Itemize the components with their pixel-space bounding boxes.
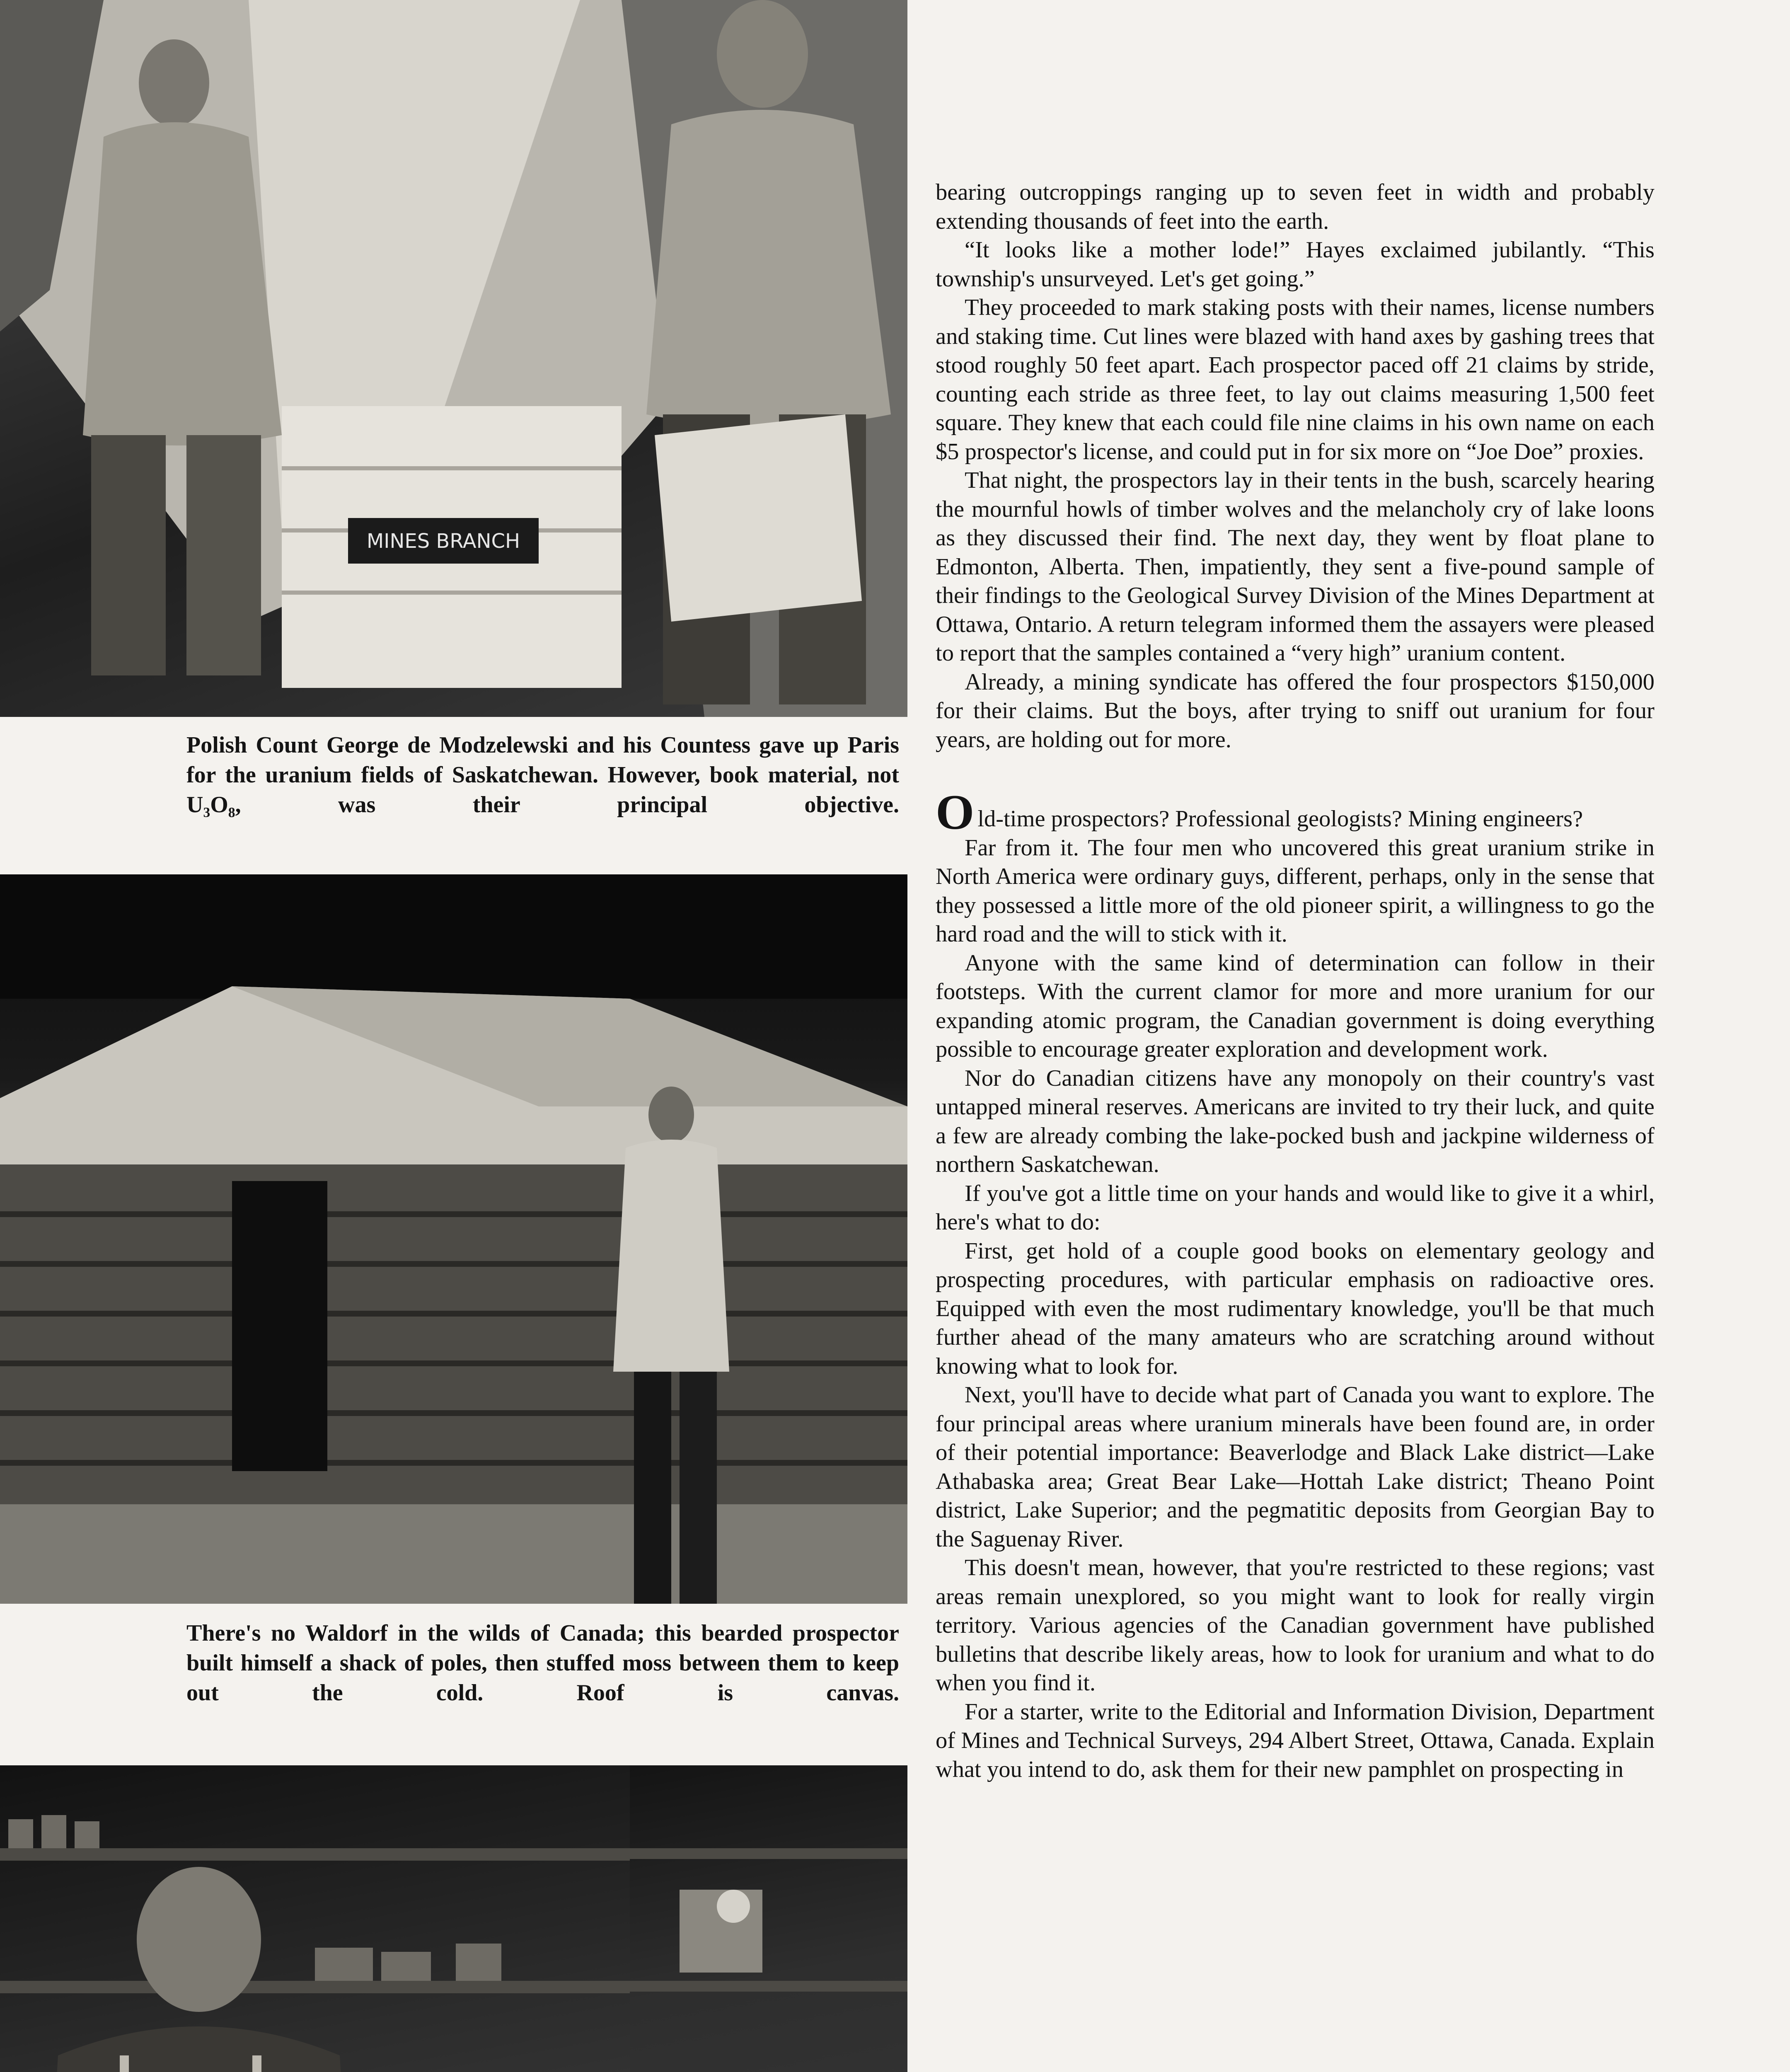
article-paragraph: Far from it. The four men who uncovered this great uranium strike in North America were ordinary guys, different, perhaps, only in the sense that they possessed a little more of the old pioneer spirit, a willingness to go the hard road and the will to stick with it. [936, 835, 1655, 947]
photo-count-and-countess-art [0, 0, 907, 717]
section-break [936, 754, 1655, 796]
article-paragraph: If you've got a little time on your hands and would like to give it a whirl, here's what to do: [936, 1180, 1655, 1235]
article-paragraph: Nor do Canadian citizens have any monopoly on their country's vast untapped mineral reserves. Americans are invited to try their luck, and quite a few are already combing the lake-pocked bush and jackpine wilderness of northern Saskatchewan. [936, 1065, 1655, 1177]
photo-log-cabin-art [0, 874, 907, 1604]
photo-storekeeper-shelves-art [630, 1765, 907, 2072]
article-paragraph: Already, a mining syndicate has offered the four prospectors $150,000 for their claims. But the boys, after trying to sniff out uranium for four years, are holding out for more. [936, 669, 1655, 753]
article-paragraph: Anyone with the same kind of determination can follow in their footsteps. With the current clamor for more and more uranium for our expanding atomic program, the Canadian government is doing everything possible to encourage greater exploration and development work. [936, 950, 1655, 1062]
article-paragraph-dropcap [936, 784, 1655, 840]
article-paragraph: bearing outcroppings ranging up to seven feet in width and probably extending thousands of feet into the earth. [936, 179, 1655, 234]
article-paragraph: They proceeded to mark staking posts with their names, license numbers and staking time. Cut lines were blazed with hand axes by gashing trees that stood roughly 50 feet apart. Each prospector paced off 21 claims by stride, counting each stride as three feet, to lay out claims measuring 1,500 feet square. They knew that each could file nine claims in his own name on each $5 prospector's license, and could put in for six more on “Joe Doe” proxies. [936, 295, 1655, 465]
article-paragraph: “It looks like a mother lode!” Hayes exclaimed jubilantly. “This township's unsurveyed. Let's get going.” [936, 237, 1655, 292]
article-column [936, 178, 1655, 1784]
article-paragraph: This doesn't mean, however, that you're restricted to these regions; vast areas remain unexplored, so you might want to look for really virgin territory. Various agencies of the Canadian government have published bulletins that describe likely areas, how to look for uranium and what to do when you find it. [936, 1555, 1655, 1696]
photo-log-cabin [0, 874, 907, 1604]
dropcap-paragraph-text: ld-time prospectors? Professional geologists? Mining engineers? [977, 806, 1583, 832]
photo-count-and-countess [0, 0, 907, 717]
caption-log-cabin: There's no Waldorf in the wilds of Canada; this bearded prospector built himself a shack of poles, then stuffed moss between them to keep out the cold. Roof is canvas. [186, 1620, 899, 1706]
article-paragraph: That night, the prospectors lay in their tents in the bush, scarcely hearing the mournful howls of timber wolves and the melancholy cry of lake loons as they discussed their find. The next day, they went by float plane to Edmonton, Alberta. Then, impatiently, they sent a five-pound sample of their findings to the Geological Survey Division of the Mines Department at Ottawa, Ontario. A return telegram informed them the assayers were pleased to report that the samples contained a “very high” uranium content. [936, 467, 1655, 666]
photo-storekeeper-shelves [630, 1765, 907, 2072]
photo-storekeeper-art [0, 1765, 630, 2072]
article-paragraph: Next, you'll have to decide what part of Canada you want to explore. The four principal areas where uranium minerals have been found are, in order of their potential importance: Beaverlodge and Black Lake district—Lake Athabaska area; Great Bear Lake—Hottah Lake district; Theano Point district, Lake Superior; and the pegmatitic deposits from Georgian Bay to the Saguenay River. [936, 1382, 1655, 1552]
article-paragraph: For a starter, write to the Editorial and Information Division, Department of Mines and Technical Surveys, 294 Albert Street, Ottawa, Canada. Explain what you intend to do, ask them for their new pamphlet on prospecting in [936, 1699, 1655, 1782]
mines-branch-sign: MINES BRANCH [366, 530, 520, 553]
article-paragraph: First, get hold of a couple good books on elementary geology and prospecting procedures, with particular emphasis on radioactive ores. Equipped with even the most rudimentary knowledge, you'll be that much further ahead of the many amateurs who are scratching around without knowing what to look for. [936, 1238, 1655, 1379]
photo-storekeeper [0, 1765, 630, 2072]
drop-cap: O [936, 784, 975, 840]
caption-count-and-countess: Polish Count George de Modzelewski and his Countess gave up Paris for the uranium fields of Saskatchewan. However, book material, not U₃O₈, was their principal objective. [186, 732, 899, 818]
